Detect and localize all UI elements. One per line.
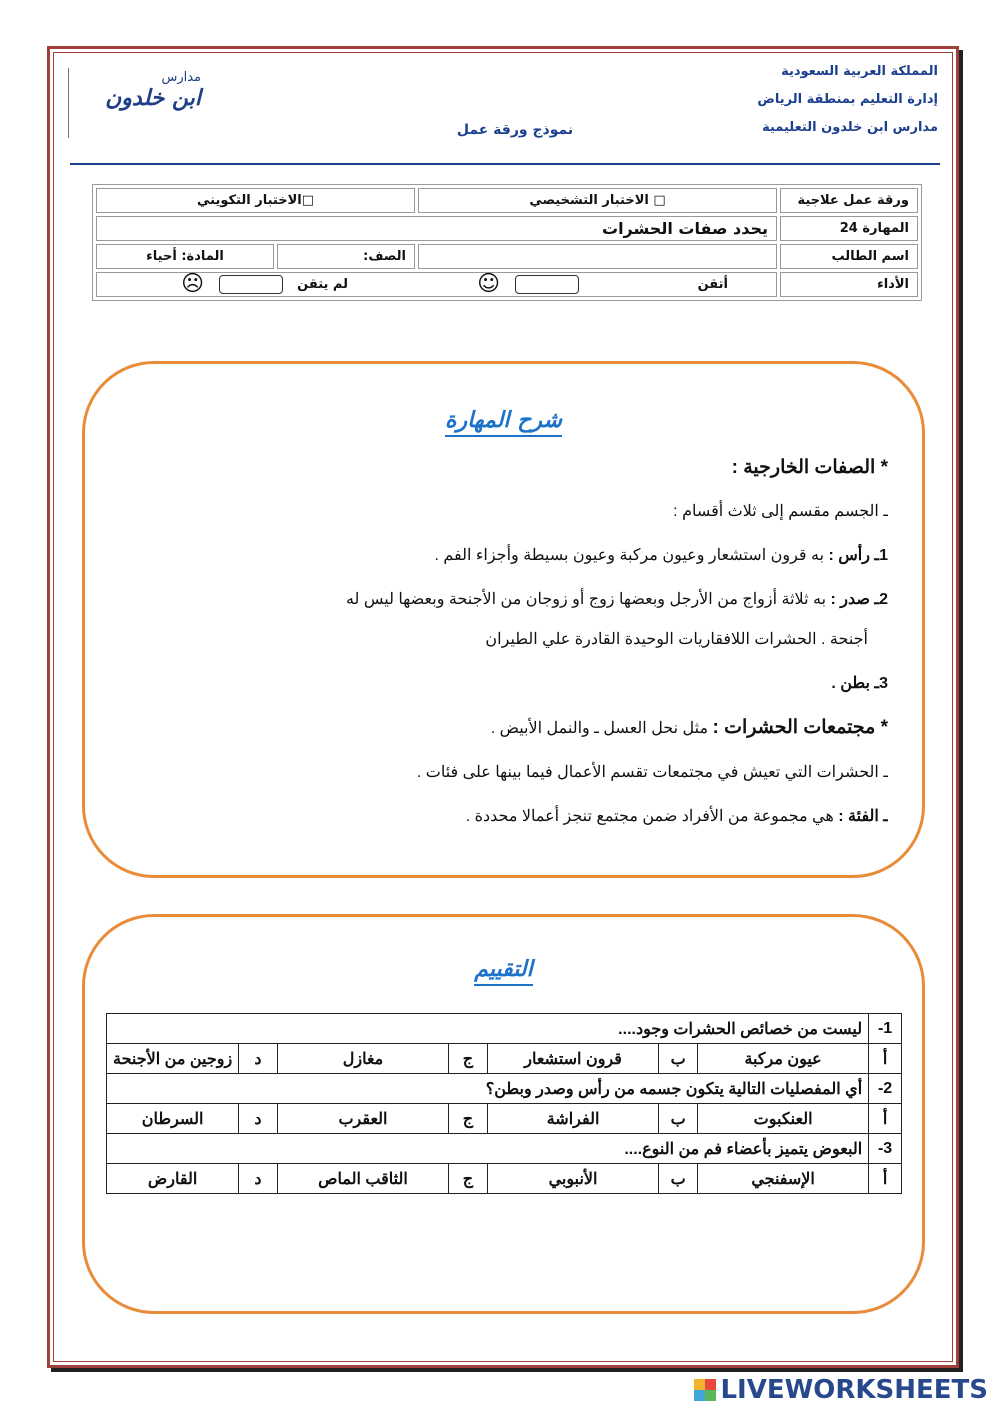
option-letter: ب [659,1044,698,1074]
option-answer[interactable]: العنكبوت [698,1104,869,1134]
not-mastered-label: لم يتقن [297,277,348,292]
option-answer[interactable]: مغازل [277,1044,448,1074]
sad-face-icon: ☹ [181,271,205,297]
explanation-content[interactable] [168,458,888,840]
societies-line [168,718,888,739]
option-answer[interactable]: العقرب [277,1104,448,1134]
performance-label: الأداء [780,272,918,297]
question-number: 3- [869,1134,902,1164]
question-number: 2- [869,1074,902,1104]
abdomen-line: 3ـ بطن . [831,675,888,692]
explanation-panel [82,361,925,878]
info-row-type [96,188,918,213]
logo-line-1: مدارس [161,70,201,85]
head-label: 1ـ رأس : [828,547,888,564]
class-field[interactable]: الصف: [277,244,415,269]
school-text: مدارس ابن خلدون التعليمية [762,120,938,135]
option-answer[interactable]: الفراشة [487,1104,659,1134]
formative-test-option[interactable]: □الاختبار التكويني [96,188,415,213]
option-letter: د [239,1044,278,1074]
kingdom-text: المملكة العربية السعودية [781,64,938,79]
skill-number-label: المهارة 24 [780,216,918,241]
option-letter: د [239,1164,278,1194]
question-row [107,1134,902,1164]
option-letter: أ [869,1104,902,1134]
options-row [107,1104,902,1134]
info-table [92,184,922,301]
explanation-title [85,408,922,433]
liveworksheets-watermark[interactable] [694,1374,988,1406]
option-answer[interactable]: الأنبوبي [487,1164,659,1194]
student-name-label: اسم الطالب [780,244,918,269]
thorax-line [168,590,888,610]
option-answer[interactable]: عيون مركبة [698,1044,869,1074]
header-right [757,64,938,148]
option-letter: ب [659,1164,698,1194]
diagnostic-test-option[interactable]: □ الاختبار التشخيصي [418,188,777,213]
worksheet-type-label: ورقة عمل علاجية [780,188,918,213]
info-row-student [96,244,918,269]
option-letter: أ [869,1044,902,1074]
option-answer[interactable]: الإسفنجي [698,1164,869,1194]
option-letter: ج [449,1164,488,1194]
option-answer[interactable]: الثاقب الماص [277,1164,448,1194]
question-text: أي المفصليات التالية يتكون جسمه من رأس وصدر وبطن؟ [107,1074,869,1104]
assessment-title [85,957,922,982]
option-letter: أ [869,1164,902,1194]
header-divider [70,163,940,165]
societies-label: * مجتمعات الحشرات : [712,717,888,738]
skill-description: يحدد صفات الحشرات [96,216,777,241]
option-answer[interactable]: زوجين من الأجنحة [107,1044,239,1074]
option-letter: ج [449,1044,488,1074]
explanation-title-text: شرح المهارة [445,408,562,437]
thorax-label: 2ـ صدر : [830,591,888,608]
school-logo [68,68,209,138]
not-mastered-box[interactable] [219,275,283,294]
mastered-label: أتقن [697,277,728,292]
option-letter: ب [659,1104,698,1134]
info-row-performance [96,272,918,297]
question-text: ليست من خصائص الحشرات وجود.... [107,1014,869,1044]
performance-options [96,272,777,297]
assessment-title-text: التقييم [474,957,533,986]
caste-text: هي مجموعة من الأفراد ضمن مجتمع تنجز أعمالا محددة . [465,808,839,825]
thorax-text: به ثلاثة أزواج من الأرجل وبعضها زوج أو زوجان من الأجنحة وبعضها ليس له [345,591,831,608]
info-row-skill [96,216,918,241]
option-letter: د [239,1104,278,1134]
societies-description: ـ الحشرات التي تعيش في مجتمعات تقسم الأعمال فيما بينها على فئات . [416,764,888,781]
head-text: به قرون استشعار وعيون مركبة وعيون بسيطة وأجزاء الفم . [434,547,829,564]
quiz-table [106,1013,902,1194]
option-letter: ج [449,1104,488,1134]
question-text: البعوض يتميز بأعضاء فم من النوع.... [107,1134,869,1164]
caste-label: ـ الفئة : [838,808,888,825]
options-row [107,1164,902,1194]
external-features-heading: * الصفات الخارجية : [731,458,888,478]
question-row [107,1074,902,1104]
option-answer[interactable]: قرون استشعار [487,1044,659,1074]
question-row [107,1014,902,1044]
societies-text: مثل نحل العسل ـ والنمل الأبيض . [490,720,713,737]
thorax-line-2: أجنحة . الحشرات اللافقاريات الوحيدة القادرة علي الطيران [485,631,868,648]
options-row [107,1044,902,1074]
subject-field: المادة: أحياء [96,244,274,269]
head-line [168,546,888,566]
option-answer[interactable]: السرطان [107,1104,239,1134]
caste-line [168,807,888,827]
logo-line-2: ابن خلدون [105,86,201,111]
department-text: إدارة التعليم بمنطقة الرياض [757,92,938,107]
happy-face-icon: ☺ [477,271,500,297]
body-division-text: ـ الجسم مقسم إلى ثلاث أقسام : [673,503,888,520]
form-title: نموذج ورقة عمل [456,122,574,138]
mastered-box[interactable] [515,275,579,294]
liveworksheets-logo-icon [694,1379,716,1401]
watermark-text: LIVEWORKSHEETS [720,1375,988,1405]
option-answer[interactable]: القارض [107,1164,239,1194]
student-name-field[interactable] [418,244,777,269]
question-number: 1- [869,1014,902,1044]
